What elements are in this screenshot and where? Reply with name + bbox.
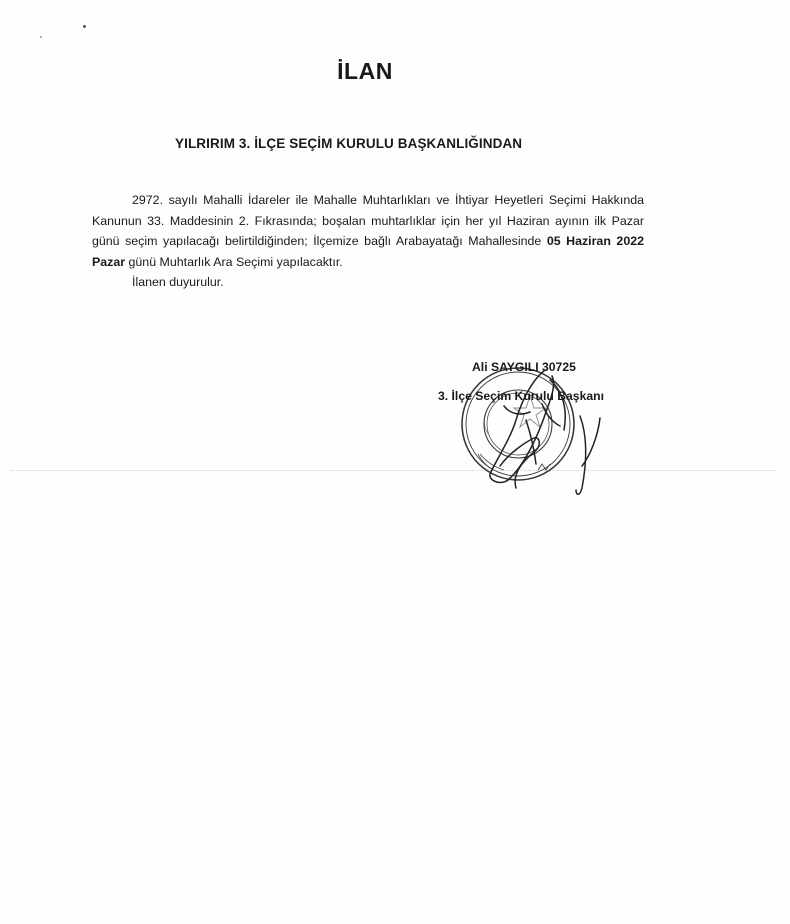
announcement-body xyxy=(92,190,644,293)
election-date: 05 Haziran 2022 Pazar xyxy=(92,234,644,269)
closing-line: İlanen duyurulur. xyxy=(132,275,224,289)
signatory-role: 3. İlçe Seçim Kurulu Başkanı xyxy=(438,389,604,403)
paragraph-text-part-2: günü Muhtarlık Ara Seçimi yapılacaktır. xyxy=(125,254,343,269)
official-seal-stamp-icon xyxy=(430,356,670,506)
scan-speck xyxy=(40,36,42,38)
paragraph-text-part-1: 2972. sayılı Mahalli İdareler ile Mahalle Muhtarlıkları ve İhtiyar Heyetleri Seçimi Hakkında Kanunun 33. Maddesinin 2. Fıkrasında; boşalan muhtarlıklar için her yıl Haziran ayının ilk Pazar günü seçim yapılacağı belirtildiğinden; İlçemize bağlı Arabayatağı Mahallesinde xyxy=(92,193,644,248)
announcement-paragraph xyxy=(92,190,644,272)
signatory-name: Ali SAYGILI 30725 xyxy=(472,360,576,374)
scan-speck xyxy=(83,25,86,28)
announcement-title xyxy=(0,58,730,85)
announcement-title-text: İLAN xyxy=(337,58,393,84)
signature-block xyxy=(430,356,670,506)
issuer-heading: YILRIRIM 3. İLÇE SEÇİM KURULU BAŞKANLIĞINDAN xyxy=(175,136,523,151)
